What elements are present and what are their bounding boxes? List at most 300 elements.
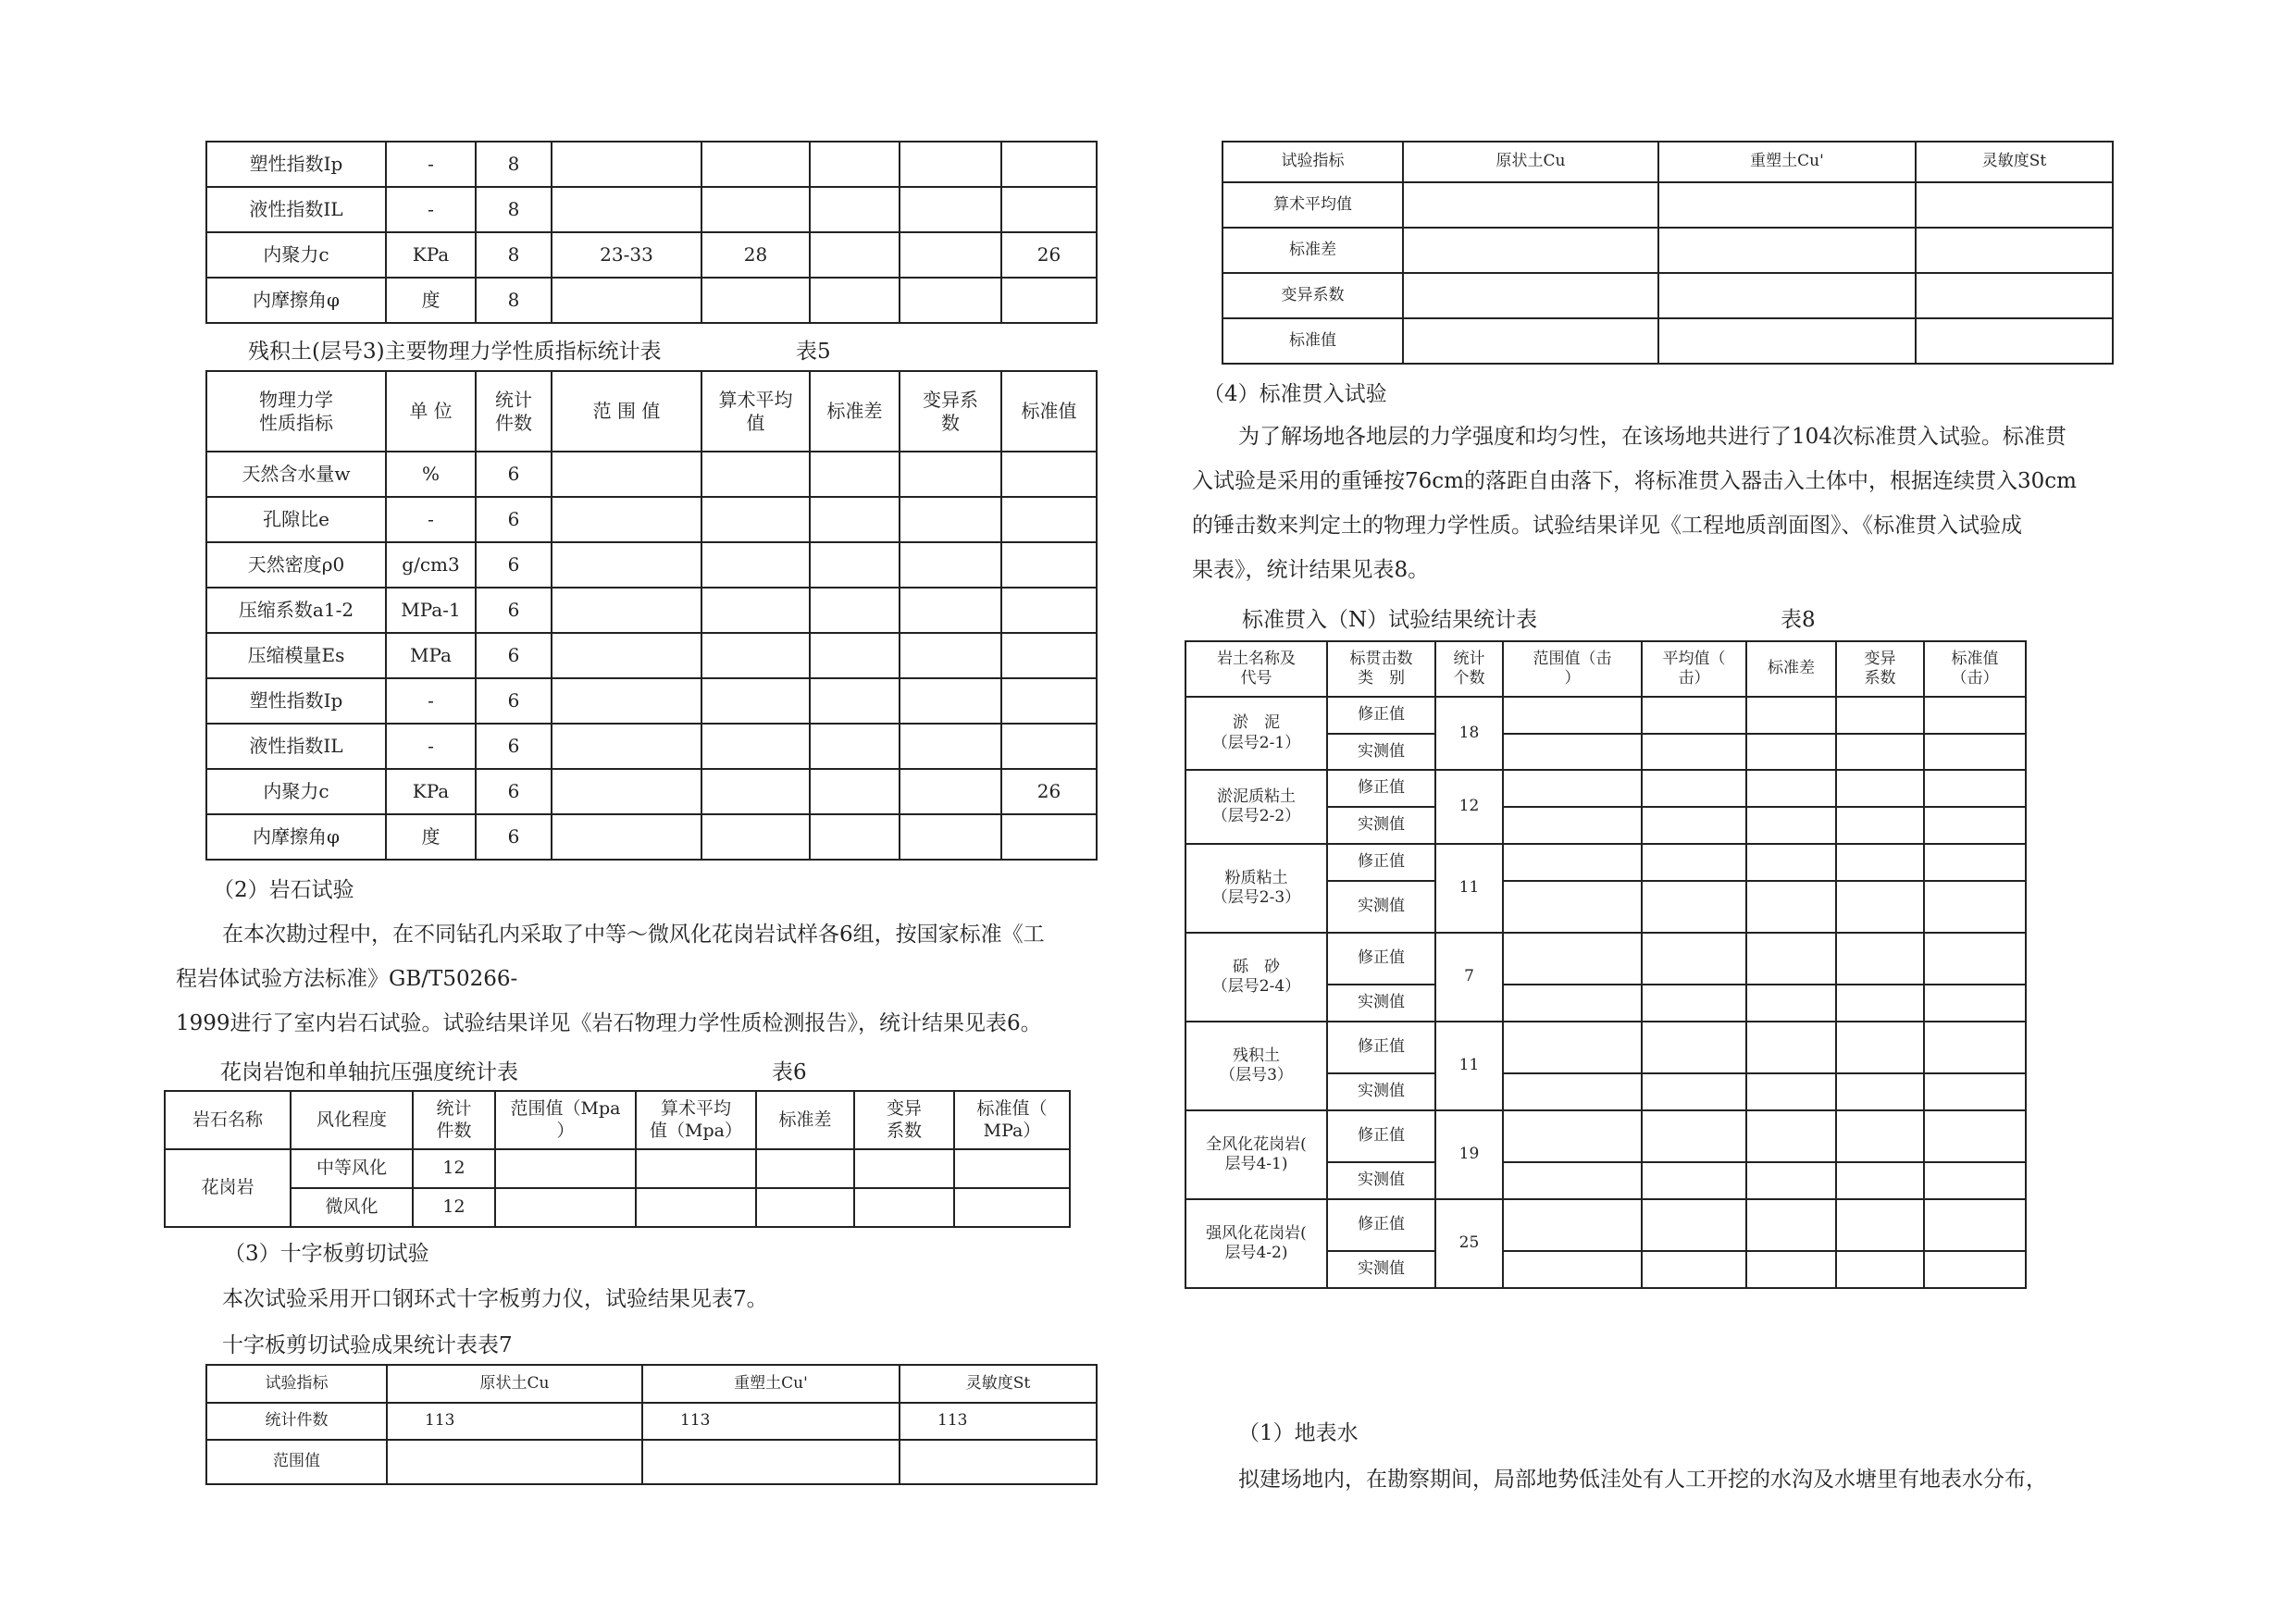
table-cell	[1001, 678, 1097, 724]
table8-header-cell: 统计 个数	[1435, 641, 1503, 697]
table-row	[1222, 273, 2113, 318]
table-row	[1222, 182, 2113, 228]
table-cell	[1001, 724, 1097, 769]
table7-caption: 十字板剪切试验成果统计表表7	[222, 1333, 513, 1357]
table5-body	[206, 452, 1097, 860]
table5-caption: 残积土(层号3)主要物理力学性质指标统计表	[248, 340, 662, 364]
spt-para-line-4: 果表》，统计结果见表8。	[1192, 558, 1430, 582]
table-cell	[552, 542, 701, 588]
table-cell	[1001, 542, 1097, 588]
table-cell	[1642, 734, 1746, 770]
rock-heading: （2）岩石试验	[213, 878, 354, 902]
table-cell: 8	[476, 187, 552, 232]
table-cell: 113	[900, 1403, 1097, 1440]
table-cell	[810, 278, 900, 323]
table-row	[206, 142, 1097, 187]
table6-rock-name: 花岗岩	[165, 1149, 291, 1227]
table-row	[1185, 933, 2026, 985]
table-cell: 113	[387, 1403, 642, 1440]
table7c-header-cell: 原状土Cu	[1403, 142, 1658, 182]
table6-header-cell: 变异 系数	[854, 1091, 954, 1149]
table-cell	[1001, 278, 1097, 323]
table-cell	[1924, 881, 2026, 933]
water-heading: （1）地表水	[1238, 1421, 1359, 1445]
table-cell	[701, 142, 810, 187]
table-cell	[1746, 1073, 1836, 1110]
table8-count: 12	[1435, 770, 1503, 844]
table-cell	[1746, 933, 1836, 985]
table-cell	[552, 724, 701, 769]
table-cell	[1746, 881, 1836, 933]
table-row	[206, 232, 1097, 278]
table-cell	[1924, 807, 2026, 844]
table8	[1185, 640, 2027, 1289]
table8-body	[1185, 641, 2026, 1288]
table-cell	[954, 1149, 1070, 1188]
table-cell	[1924, 770, 2026, 807]
table-cell	[701, 724, 810, 769]
table-cell: 6	[476, 452, 552, 497]
table-cell: 内摩擦角φ	[206, 278, 386, 323]
table-cell	[900, 452, 1001, 497]
table-cell	[1503, 1110, 1642, 1162]
table-cell: 度	[386, 814, 476, 860]
table-cell: 天然含水量w	[206, 452, 386, 497]
table-cell	[1836, 881, 1924, 933]
table-cell	[1403, 273, 1658, 318]
table4-body	[206, 142, 1097, 323]
table-cell	[1001, 588, 1097, 633]
table-cell	[1503, 1022, 1642, 1073]
table7-header-row	[206, 1365, 1097, 1403]
table-cell	[701, 633, 810, 678]
table6-header-cell: 标准差	[756, 1091, 854, 1149]
table-cell: %	[386, 452, 476, 497]
table-cell	[1924, 1073, 2026, 1110]
table5-number: 表5	[796, 340, 831, 364]
table-cell: 28	[701, 232, 810, 278]
table-cell	[1001, 814, 1097, 860]
table-cell	[552, 678, 701, 724]
table6-number: 表6	[772, 1060, 807, 1084]
table-cell	[900, 232, 1001, 278]
table-cell	[900, 497, 1001, 542]
table8-type-label: 修正值	[1327, 770, 1435, 807]
table-cell	[1746, 807, 1836, 844]
table8-type-label: 修正值	[1327, 1022, 1435, 1073]
table6-header-row	[165, 1091, 1070, 1149]
table8-type-label: 修正值	[1327, 1110, 1435, 1162]
table6-header-cell: 算术平均 值（Mpa）	[636, 1091, 756, 1149]
table-cell: 微风化	[291, 1188, 413, 1227]
table-cell	[900, 142, 1001, 187]
table-cell: -	[386, 142, 476, 187]
table-cell	[701, 542, 810, 588]
table6-caption: 花岗岩饱和单轴抗压强度统计表	[220, 1060, 518, 1084]
table-cell	[1403, 182, 1658, 228]
table-cell	[1642, 881, 1746, 933]
table-cell	[1924, 844, 2026, 881]
table-cell	[810, 542, 900, 588]
table-cell: 内聚力c	[206, 232, 386, 278]
table8-header-cell: 范围值（击 ）	[1503, 641, 1642, 697]
table-cell	[1503, 1162, 1642, 1199]
table-cell	[810, 724, 900, 769]
rock-para-line-3: 1999进行了室内岩石试验。试验结果详见《岩石物理力学性质检测报告》，统计结果见表6。	[176, 1011, 1042, 1035]
table-cell	[552, 588, 701, 633]
table-cell	[1746, 734, 1836, 770]
table-row	[206, 814, 1097, 860]
table-row	[1185, 697, 2026, 734]
table-cell	[810, 814, 900, 860]
table-cell: 6	[476, 678, 552, 724]
table-row	[165, 1149, 1070, 1188]
table-cell	[1503, 881, 1642, 933]
vane-heading: （3）十字板剪切试验	[224, 1242, 429, 1266]
table-cell	[756, 1149, 854, 1188]
table-header-cell: 算术平均 值	[701, 371, 810, 452]
table-cell	[1642, 697, 1746, 734]
table-cell	[1836, 770, 1924, 807]
table-cell	[1916, 273, 2113, 318]
table-header-cell: 变异系 数	[900, 371, 1001, 452]
table8-header-cell: 标贯击数 类 别	[1327, 641, 1435, 697]
table-cell	[1503, 697, 1642, 734]
table-cell: 6	[476, 633, 552, 678]
table-cell	[900, 542, 1001, 588]
table-cell: 26	[1001, 769, 1097, 814]
table-row	[206, 452, 1097, 497]
table8-type-label: 修正值	[1327, 697, 1435, 734]
table5	[205, 370, 1098, 861]
table-cell: 范围值	[206, 1440, 387, 1484]
table-cell: -	[386, 497, 476, 542]
table-cell	[1746, 1199, 1836, 1251]
table-cell	[1403, 228, 1658, 273]
table-cell	[552, 142, 701, 187]
table-cell	[1746, 1022, 1836, 1073]
table7-header-cell: 原状土Cu	[387, 1365, 642, 1403]
table6	[164, 1090, 1071, 1228]
table-cell	[701, 187, 810, 232]
table-cell	[1658, 273, 1916, 318]
table-cell	[1836, 1199, 1924, 1251]
table-cell: 内摩擦角φ	[206, 814, 386, 860]
table-cell	[642, 1440, 900, 1484]
table-cell	[1001, 633, 1097, 678]
table-cell	[701, 769, 810, 814]
table-row	[1185, 770, 2026, 807]
table-cell: KPa	[386, 232, 476, 278]
table-cell: 6	[476, 769, 552, 814]
table-row	[1222, 228, 2113, 273]
table-cell: 标准差	[1222, 228, 1403, 273]
table-header-cell: 范 围 值	[552, 371, 701, 452]
table-cell: -	[386, 187, 476, 232]
table6-header-cell: 风化程度	[291, 1091, 413, 1149]
table8-header-cell: 平均值（ 击）	[1642, 641, 1746, 697]
table-cell	[1642, 1199, 1746, 1251]
table8-soil-name: 砾 砂 （层号2-4）	[1185, 933, 1327, 1022]
table-cell: 6	[476, 588, 552, 633]
table8-count: 19	[1435, 1110, 1503, 1199]
table-cell	[810, 678, 900, 724]
table8-type-label: 修正值	[1327, 844, 1435, 881]
table-cell	[1924, 697, 2026, 734]
table-cell	[1836, 734, 1924, 770]
table-cell	[900, 588, 1001, 633]
table-cell: 统计件数	[206, 1403, 387, 1440]
table-cell: 天然密度ρ0	[206, 542, 386, 588]
table-cell	[1924, 1162, 2026, 1199]
table-cell	[1916, 318, 2113, 364]
table-cell	[1001, 142, 1097, 187]
table-cell	[1503, 933, 1642, 985]
table-row	[206, 1440, 1097, 1484]
table-row	[206, 542, 1097, 588]
table7-continued	[1222, 141, 2114, 365]
table-cell	[1642, 985, 1746, 1022]
table-row	[206, 278, 1097, 323]
vane-paragraph: 本次试验采用开口钢环式十字板剪力仪，试验结果见表7。	[222, 1287, 768, 1311]
table-cell	[1503, 770, 1642, 807]
table-row	[165, 1188, 1070, 1227]
table8-type-label: 实测值	[1327, 881, 1435, 933]
table-cell	[1503, 807, 1642, 844]
table-cell: -	[386, 678, 476, 724]
table-cell	[552, 769, 701, 814]
table-cell: 23-33	[552, 232, 701, 278]
table-header-cell: 标准值	[1001, 371, 1097, 452]
table-row	[206, 678, 1097, 724]
table-cell	[1836, 1022, 1924, 1073]
table-cell: 压缩模量Es	[206, 633, 386, 678]
table8-type-label: 实测值	[1327, 1162, 1435, 1199]
table8-count: 7	[1435, 933, 1503, 1022]
table7-header-cell: 重塑土Cu'	[642, 1365, 900, 1403]
table-cell	[854, 1188, 954, 1227]
table6-header-cell: 统计 件数	[413, 1091, 495, 1149]
table-row	[1185, 1199, 2026, 1251]
table-cell	[1658, 318, 1916, 364]
table-cell	[1503, 1251, 1642, 1288]
table-cell: -	[386, 724, 476, 769]
table-cell	[1924, 933, 2026, 985]
table-cell	[1503, 844, 1642, 881]
table-cell	[1924, 1251, 2026, 1288]
table-cell: 内聚力c	[206, 769, 386, 814]
table6-header-cell: 范围值（Mpa ）	[495, 1091, 636, 1149]
table-cell	[1746, 1110, 1836, 1162]
table7-header-cell: 试验指标	[206, 1365, 387, 1403]
table7c-body	[1222, 182, 2113, 364]
table-cell: 变异系数	[1222, 273, 1403, 318]
table8-header-cell: 变异 系数	[1836, 641, 1924, 697]
table-cell: 中等风化	[291, 1149, 413, 1188]
table4-tail	[205, 141, 1098, 324]
table-cell	[900, 187, 1001, 232]
table-cell: 26	[1001, 232, 1097, 278]
table-cell	[854, 1149, 954, 1188]
table8-soil-name: 强风化花岗岩( 层号4-2)	[1185, 1199, 1327, 1288]
table-cell	[1403, 318, 1658, 364]
spt-para-line-1: 为了解场地各地层的力学强度和均匀性，在该场地共进行了104次标准贯入试验。标准贯	[1238, 425, 2066, 449]
table-cell: g/cm3	[386, 542, 476, 588]
table-cell: 8	[476, 278, 552, 323]
table-cell	[1916, 182, 2113, 228]
table-cell	[756, 1188, 854, 1227]
spt-paragraph	[1192, 415, 2145, 592]
table-cell: 度	[386, 278, 476, 323]
table-cell	[636, 1149, 756, 1188]
table-cell: 算术平均值	[1222, 182, 1403, 228]
table-cell	[1746, 985, 1836, 1022]
table-cell	[1836, 1073, 1924, 1110]
table-row	[1222, 318, 2113, 364]
table-cell	[1916, 228, 2113, 273]
table-cell: 8	[476, 142, 552, 187]
table8-soil-name: 粉质粘土 （层号2-3）	[1185, 844, 1327, 933]
table-cell: 6	[476, 814, 552, 860]
table5-header	[206, 371, 1097, 452]
table8-type-label: 实测值	[1327, 985, 1435, 1022]
spt-heading: （4）标准贯入试验	[1203, 382, 1387, 406]
table-cell	[1658, 182, 1916, 228]
table-cell	[1836, 1110, 1924, 1162]
table-cell	[1642, 1251, 1746, 1288]
table-row	[206, 1403, 1097, 1440]
rock-para-line-2: 程岩体试验方法标准》GB/T50266-	[176, 967, 518, 991]
table-cell: 压缩系数a1-2	[206, 588, 386, 633]
table-cell	[810, 497, 900, 542]
table8-header-row	[1185, 641, 2026, 697]
table-cell	[1642, 844, 1746, 881]
table8-type-label: 修正值	[1327, 1199, 1435, 1251]
table-cell	[552, 633, 701, 678]
table-cell: 12	[413, 1188, 495, 1227]
water-paragraph: 拟建场地内，在勘察期间，局部地势低洼处有人工开挖的水沟及水塘里有地表水分布，	[1238, 1468, 2047, 1492]
table-cell	[1836, 1251, 1924, 1288]
table-cell: 塑性指数Ip	[206, 678, 386, 724]
table-cell	[1503, 1199, 1642, 1251]
table-cell	[810, 633, 900, 678]
table8-number: 表8	[1781, 608, 1816, 632]
table-cell	[900, 814, 1001, 860]
table-cell	[495, 1188, 636, 1227]
table-cell	[1924, 734, 2026, 770]
table8-header-cell: 岩土名称及 代号	[1185, 641, 1327, 697]
table-header-cell: 物理力学 性质指标	[206, 371, 386, 452]
table-cell	[701, 497, 810, 542]
table-cell	[900, 769, 1001, 814]
table-row	[206, 724, 1097, 769]
table-cell	[810, 452, 900, 497]
rock-paragraph	[176, 912, 1129, 1046]
table-cell: 113	[642, 1403, 900, 1440]
table-cell	[1836, 844, 1924, 881]
table8-type-label: 实测值	[1327, 734, 1435, 770]
table-cell: 6	[476, 724, 552, 769]
table-cell	[1836, 807, 1924, 844]
table-cell	[810, 769, 900, 814]
table-cell	[1001, 452, 1097, 497]
table-cell: 孔隙比e	[206, 497, 386, 542]
table-cell	[1001, 497, 1097, 542]
table8-soil-name: 全风化花岗岩( 层号4-1)	[1185, 1110, 1327, 1199]
table-cell	[1836, 1162, 1924, 1199]
table6-body	[165, 1091, 1070, 1227]
table-cell	[552, 497, 701, 542]
table8-count: 18	[1435, 697, 1503, 770]
table-header-cell: 统计 件数	[476, 371, 552, 452]
table-row	[1185, 1022, 2026, 1073]
table-cell	[810, 187, 900, 232]
table-cell	[1836, 985, 1924, 1022]
table-cell	[810, 588, 900, 633]
table-cell	[495, 1149, 636, 1188]
table-cell: 塑性指数Ip	[206, 142, 386, 187]
table-cell	[1642, 1073, 1746, 1110]
table-cell	[900, 1440, 1097, 1484]
table-cell	[954, 1188, 1070, 1227]
table-cell: 液性指数IL	[206, 724, 386, 769]
table7c-header-cell: 试验指标	[1222, 142, 1403, 182]
table-cell	[1746, 697, 1836, 734]
table-cell	[1746, 770, 1836, 807]
table8-soil-name: 淤 泥 （层号2-1）	[1185, 697, 1327, 770]
table-cell	[900, 678, 1001, 724]
table6-header-cell: 标准值（ MPa）	[954, 1091, 1070, 1149]
table-cell	[1924, 1022, 2026, 1073]
table-header-row	[206, 371, 1097, 452]
table8-count: 25	[1435, 1199, 1503, 1288]
table-cell	[701, 588, 810, 633]
table-cell	[1642, 770, 1746, 807]
rock-para-line-1: 在本次勘过程中，在不同钻孔内采取了中等～微风化花岗岩试样各6组，按国家标准《工	[222, 923, 1045, 947]
table-cell	[387, 1440, 642, 1484]
table8-soil-name: 残积土 （层号3）	[1185, 1022, 1327, 1110]
table8-type-label: 实测值	[1327, 1251, 1435, 1288]
table-header-cell: 标准差	[810, 371, 900, 452]
table-cell: 8	[476, 232, 552, 278]
spt-para-line-3: 的锤击数来判定土的物理力学性质。试验结果详见《工程地质剖面图》、《标准贯入试验成	[1192, 514, 2022, 538]
table-cell	[810, 142, 900, 187]
table8-type-label: 修正值	[1327, 933, 1435, 985]
table-cell	[701, 452, 810, 497]
table-cell	[1642, 807, 1746, 844]
spt-para-line-2: 入试验是采用的重锤按76cm的落距自由落下，将标准贯入器击入土体中，根据连续贯入30cm	[1192, 469, 2077, 493]
table-row	[1185, 1110, 2026, 1162]
table-cell	[810, 232, 900, 278]
table-cell	[552, 278, 701, 323]
table-cell	[552, 814, 701, 860]
table7c-header-cell: 灵敏度St	[1916, 142, 2113, 182]
table-cell	[701, 814, 810, 860]
table8-count: 11	[1435, 1022, 1503, 1110]
table-cell	[1924, 985, 2026, 1022]
table-cell	[701, 678, 810, 724]
table-cell	[1642, 1022, 1746, 1073]
table-row	[206, 187, 1097, 232]
table-row	[206, 497, 1097, 542]
table-cell	[1924, 1110, 2026, 1162]
table-cell: 6	[476, 497, 552, 542]
table8-type-label: 实测值	[1327, 1073, 1435, 1110]
table8-soil-name: 淤泥质粘土 （层号2-2）	[1185, 770, 1327, 844]
table6-header-cell: 岩石名称	[165, 1091, 291, 1149]
table8-caption: 标准贯入（N）试验结果统计表	[1242, 608, 1538, 632]
table7	[205, 1364, 1098, 1485]
